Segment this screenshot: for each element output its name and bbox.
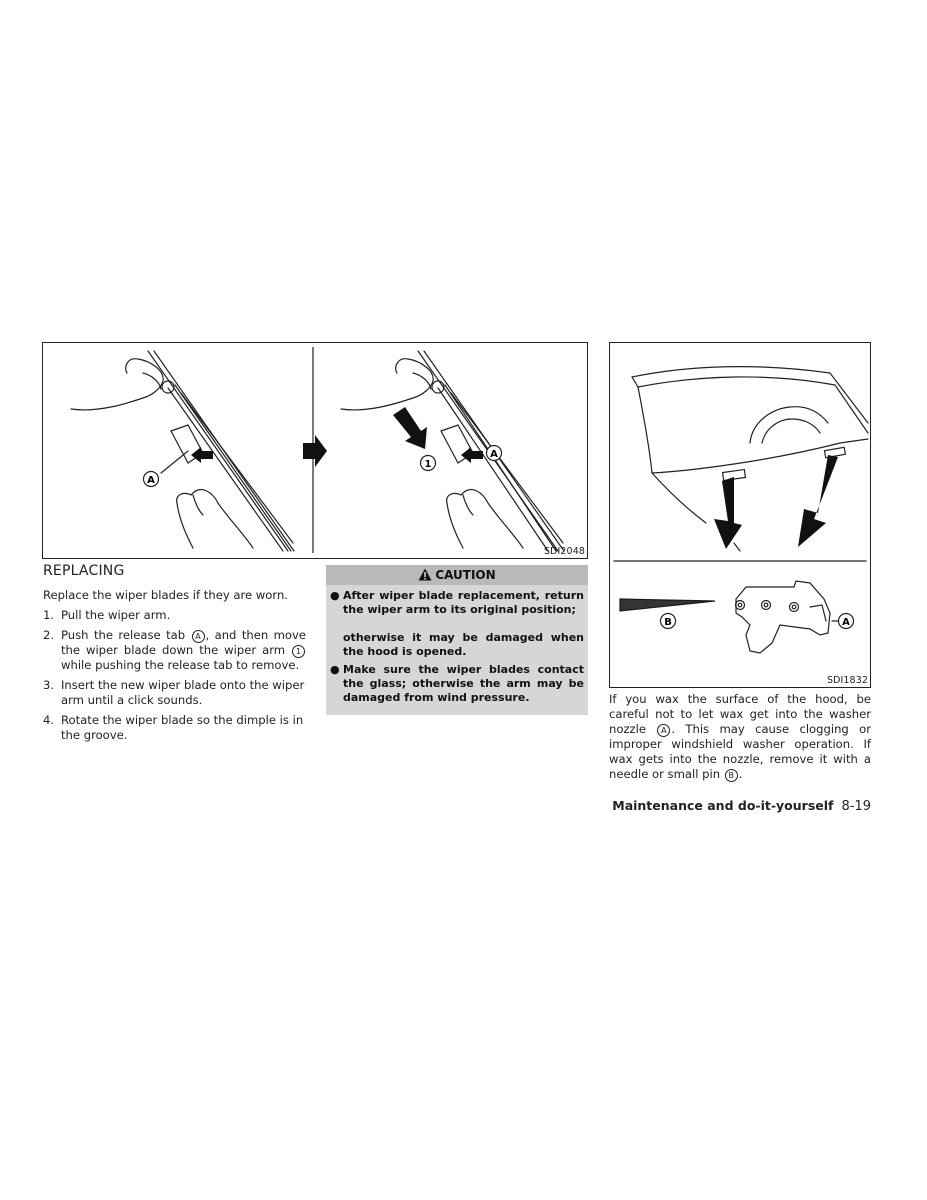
page-footer	[612, 798, 871, 814]
wiper-illustration	[43, 343, 587, 558]
step-item: 3. Insert the new wiper blade onto the wiper arm until a click sounds.	[43, 678, 305, 707]
callout-b-inline: B	[725, 769, 738, 782]
section-heading: REPLACING	[43, 563, 125, 579]
nozzle-pointer-arrow-icon-2	[798, 455, 838, 547]
caution-list	[326, 585, 588, 705]
callout-a-inline: A	[192, 630, 205, 643]
release-push-arrow-icon	[191, 447, 213, 463]
callout-a-inline: A	[657, 724, 670, 737]
washer-nozzle-figure	[609, 342, 871, 688]
callout-a-left: A	[147, 475, 155, 486]
caution-item: ● Make sure the wiper blades contact the glass; otherwise the arm may be damaged from wind pressure.	[330, 663, 584, 704]
nozzle-pointer-arrow-icon	[714, 477, 742, 549]
section-name: Maintenance and do-it-yourself	[612, 798, 834, 813]
slide-down-arrow-icon	[393, 407, 427, 449]
callout-a: A	[842, 617, 850, 628]
intro-text: Replace the wiper blades if they are worn.	[43, 588, 288, 602]
figure-code: SDI2048	[543, 546, 585, 557]
wiper-replacement-figure	[42, 342, 588, 559]
steps-list	[43, 608, 306, 748]
caution-header	[326, 565, 588, 585]
caution-box	[326, 565, 588, 715]
step-item: 4. Rotate the wiper blade so the dimple is in the groove.	[43, 713, 304, 742]
warning-triangle-icon	[418, 568, 432, 581]
caution-title: CAUTION	[435, 568, 496, 582]
step-item: 1. Pull the wiper arm.	[43, 608, 171, 622]
pin-icon	[620, 599, 715, 611]
callout-a-right: A	[490, 449, 498, 460]
figure-code: SDI1832	[826, 675, 868, 686]
next-step-arrow-icon	[303, 435, 327, 467]
page-number: 8-19	[841, 799, 871, 814]
hood-wax-note: If you wax the surface of the hood, be careful not to let wax get into the washer nozzle A . This may cause clogging or improper windshield washer operation. If wax gets into the nozzle, remove it with a needle or small pin B .	[609, 692, 872, 781]
callout-b: B	[664, 617, 672, 628]
step-item: 2. Push the release tab A , and then move the wiper blade down the wiper arm 1 while pushing the release tab to remove.	[43, 628, 306, 672]
caution-item: ● After wiper blade replacement, return the wiper arm to its original position; otherwise it may be damaged when the hood is opened.	[330, 589, 584, 658]
callout-1: 1	[424, 459, 432, 470]
callout-1-inline: 1	[292, 645, 305, 658]
hood-nozzle-illustration	[610, 343, 870, 687]
